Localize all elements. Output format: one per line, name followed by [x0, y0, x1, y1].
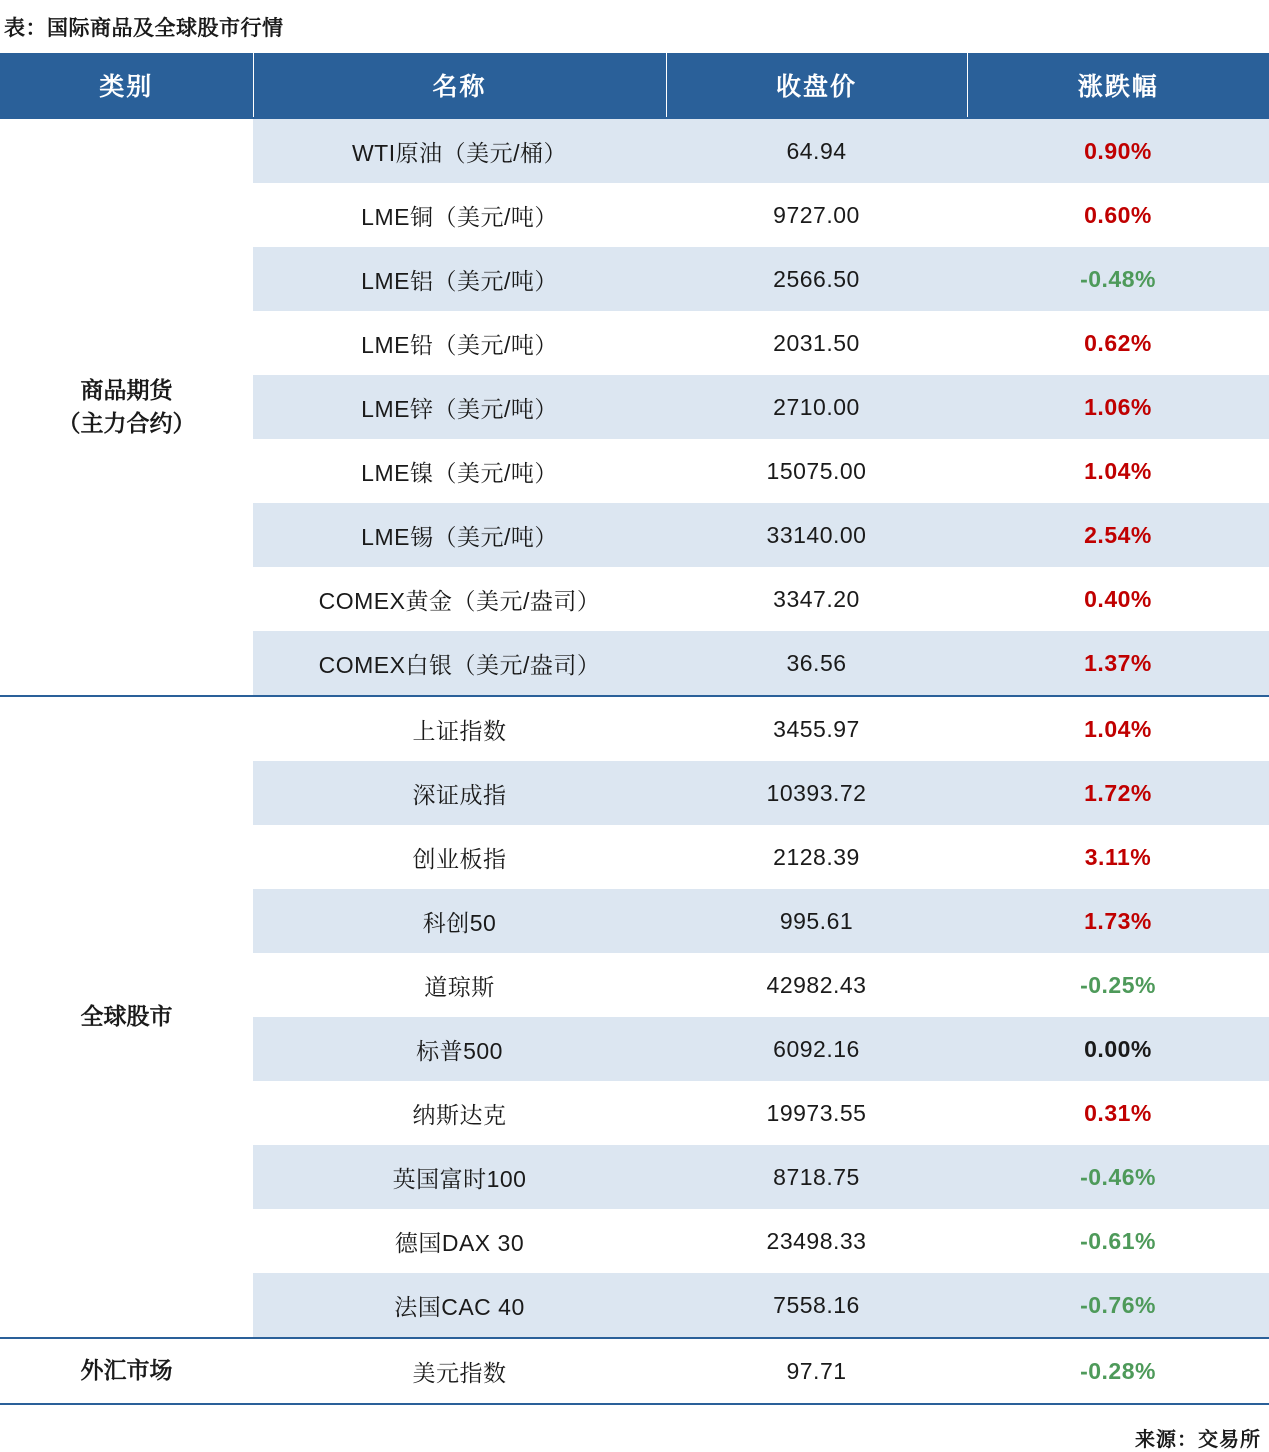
- instrument-name-cell: LME锌（美元/吨）: [253, 375, 666, 439]
- instrument-name-cell: LME铅（美元/吨）: [253, 311, 666, 375]
- table-header: [0, 53, 1269, 119]
- change-percent-cell: -0.61%: [967, 1209, 1269, 1273]
- market-quote-table: [0, 52, 1269, 1405]
- close-price-cell: 23498.33: [666, 1209, 967, 1273]
- close-price-cell: 64.94: [666, 118, 967, 183]
- instrument-name-cell: 上证指数: [253, 696, 666, 761]
- change-percent-cell: 0.60%: [967, 183, 1269, 247]
- source-note: 来源：交易所: [1135, 1429, 1261, 1451]
- category-label-line2: （主力合约）: [57, 410, 196, 436]
- table-header-row: [0, 53, 1269, 119]
- instrument-name-cell: 美元指数: [253, 1338, 666, 1404]
- change-percent-cell: 2.54%: [967, 503, 1269, 567]
- instrument-name-cell: LME铜（美元/吨）: [253, 183, 666, 247]
- close-price-cell: 42982.43: [666, 953, 967, 1017]
- instrument-name-cell: 深证成指: [253, 761, 666, 825]
- table-row: [0, 1338, 1269, 1404]
- change-percent-cell: 1.73%: [967, 889, 1269, 953]
- close-price-cell: 2566.50: [666, 247, 967, 311]
- change-percent-cell: 0.40%: [967, 567, 1269, 631]
- close-price-cell: 9727.00: [666, 183, 967, 247]
- change-percent-cell: -0.28%: [967, 1338, 1269, 1404]
- instrument-name-cell: COMEX黄金（美元/盎司）: [253, 567, 666, 631]
- instrument-name-cell: 科创50: [253, 889, 666, 953]
- change-percent-cell: 0.62%: [967, 311, 1269, 375]
- category-label-line1: 全球股市: [80, 1003, 173, 1030]
- close-price-cell: 33140.00: [666, 503, 967, 567]
- table-body: [0, 118, 1269, 1404]
- instrument-name-cell: LME锡（美元/吨）: [253, 503, 666, 567]
- change-percent-cell: 3.11%: [967, 825, 1269, 889]
- close-price-cell: 3347.20: [666, 567, 967, 631]
- change-percent-cell: 1.06%: [967, 375, 1269, 439]
- change-percent-cell: -0.76%: [967, 1273, 1269, 1338]
- change-percent-cell: 1.04%: [967, 696, 1269, 761]
- table-row: [0, 696, 1269, 761]
- change-percent-cell: 1.72%: [967, 761, 1269, 825]
- close-price-cell: 97.71: [666, 1338, 967, 1404]
- instrument-name-cell: LME镍（美元/吨）: [253, 439, 666, 503]
- instrument-name-cell: 德国DAX 30: [253, 1209, 666, 1273]
- change-percent-cell: -0.46%: [967, 1145, 1269, 1209]
- instrument-name-cell: 创业板指: [253, 825, 666, 889]
- close-price-cell: 19973.55: [666, 1081, 967, 1145]
- change-percent-cell: -0.48%: [967, 247, 1269, 311]
- close-price-cell: 7558.16: [666, 1273, 967, 1338]
- close-price-cell: 3455.97: [666, 696, 967, 761]
- table-row: [0, 118, 1269, 183]
- change-percent-cell: 1.04%: [967, 439, 1269, 503]
- instrument-name-cell: 法国CAC 40: [253, 1273, 666, 1338]
- close-price-cell: 36.56: [666, 631, 967, 696]
- change-percent-cell: -0.25%: [967, 953, 1269, 1017]
- change-percent-cell: 1.37%: [967, 631, 1269, 696]
- close-price-cell: 8718.75: [666, 1145, 967, 1209]
- close-price-cell: 10393.72: [666, 761, 967, 825]
- close-price-cell: 995.61: [666, 889, 967, 953]
- instrument-name-cell: COMEX白银（美元/盎司）: [253, 631, 666, 696]
- close-price-cell: 2128.39: [666, 825, 967, 889]
- category-cell: [0, 696, 253, 1338]
- table-caption: 表：国际商品及全球股市行情: [4, 17, 284, 40]
- instrument-name-cell: 标普500: [253, 1017, 666, 1081]
- instrument-name-cell: 道琼斯: [253, 953, 666, 1017]
- instrument-name-cell: LME铝（美元/吨）: [253, 247, 666, 311]
- column-header-category: 类别: [0, 53, 253, 119]
- category-cell: [0, 1338, 253, 1404]
- close-price-cell: 2710.00: [666, 375, 967, 439]
- column-header-name: 名称: [253, 53, 666, 119]
- category-label-line1: 外汇市场: [80, 1357, 173, 1384]
- change-percent-cell: 0.00%: [967, 1017, 1269, 1081]
- instrument-name-cell: WTI原油（美元/桶）: [253, 118, 666, 183]
- column-header-price: 收盘价: [666, 53, 967, 119]
- change-percent-cell: 0.31%: [967, 1081, 1269, 1145]
- column-header-change: 涨跌幅: [967, 53, 1269, 119]
- close-price-cell: 6092.16: [666, 1017, 967, 1081]
- close-price-cell: 2031.50: [666, 311, 967, 375]
- category-label-line1: 商品期货: [80, 376, 173, 403]
- close-price-cell: 15075.00: [666, 439, 967, 503]
- category-cell: [0, 118, 253, 696]
- instrument-name-cell: 纳斯达克: [253, 1081, 666, 1145]
- change-percent-cell: 0.90%: [967, 118, 1269, 183]
- instrument-name-cell: 英国富时100: [253, 1145, 666, 1209]
